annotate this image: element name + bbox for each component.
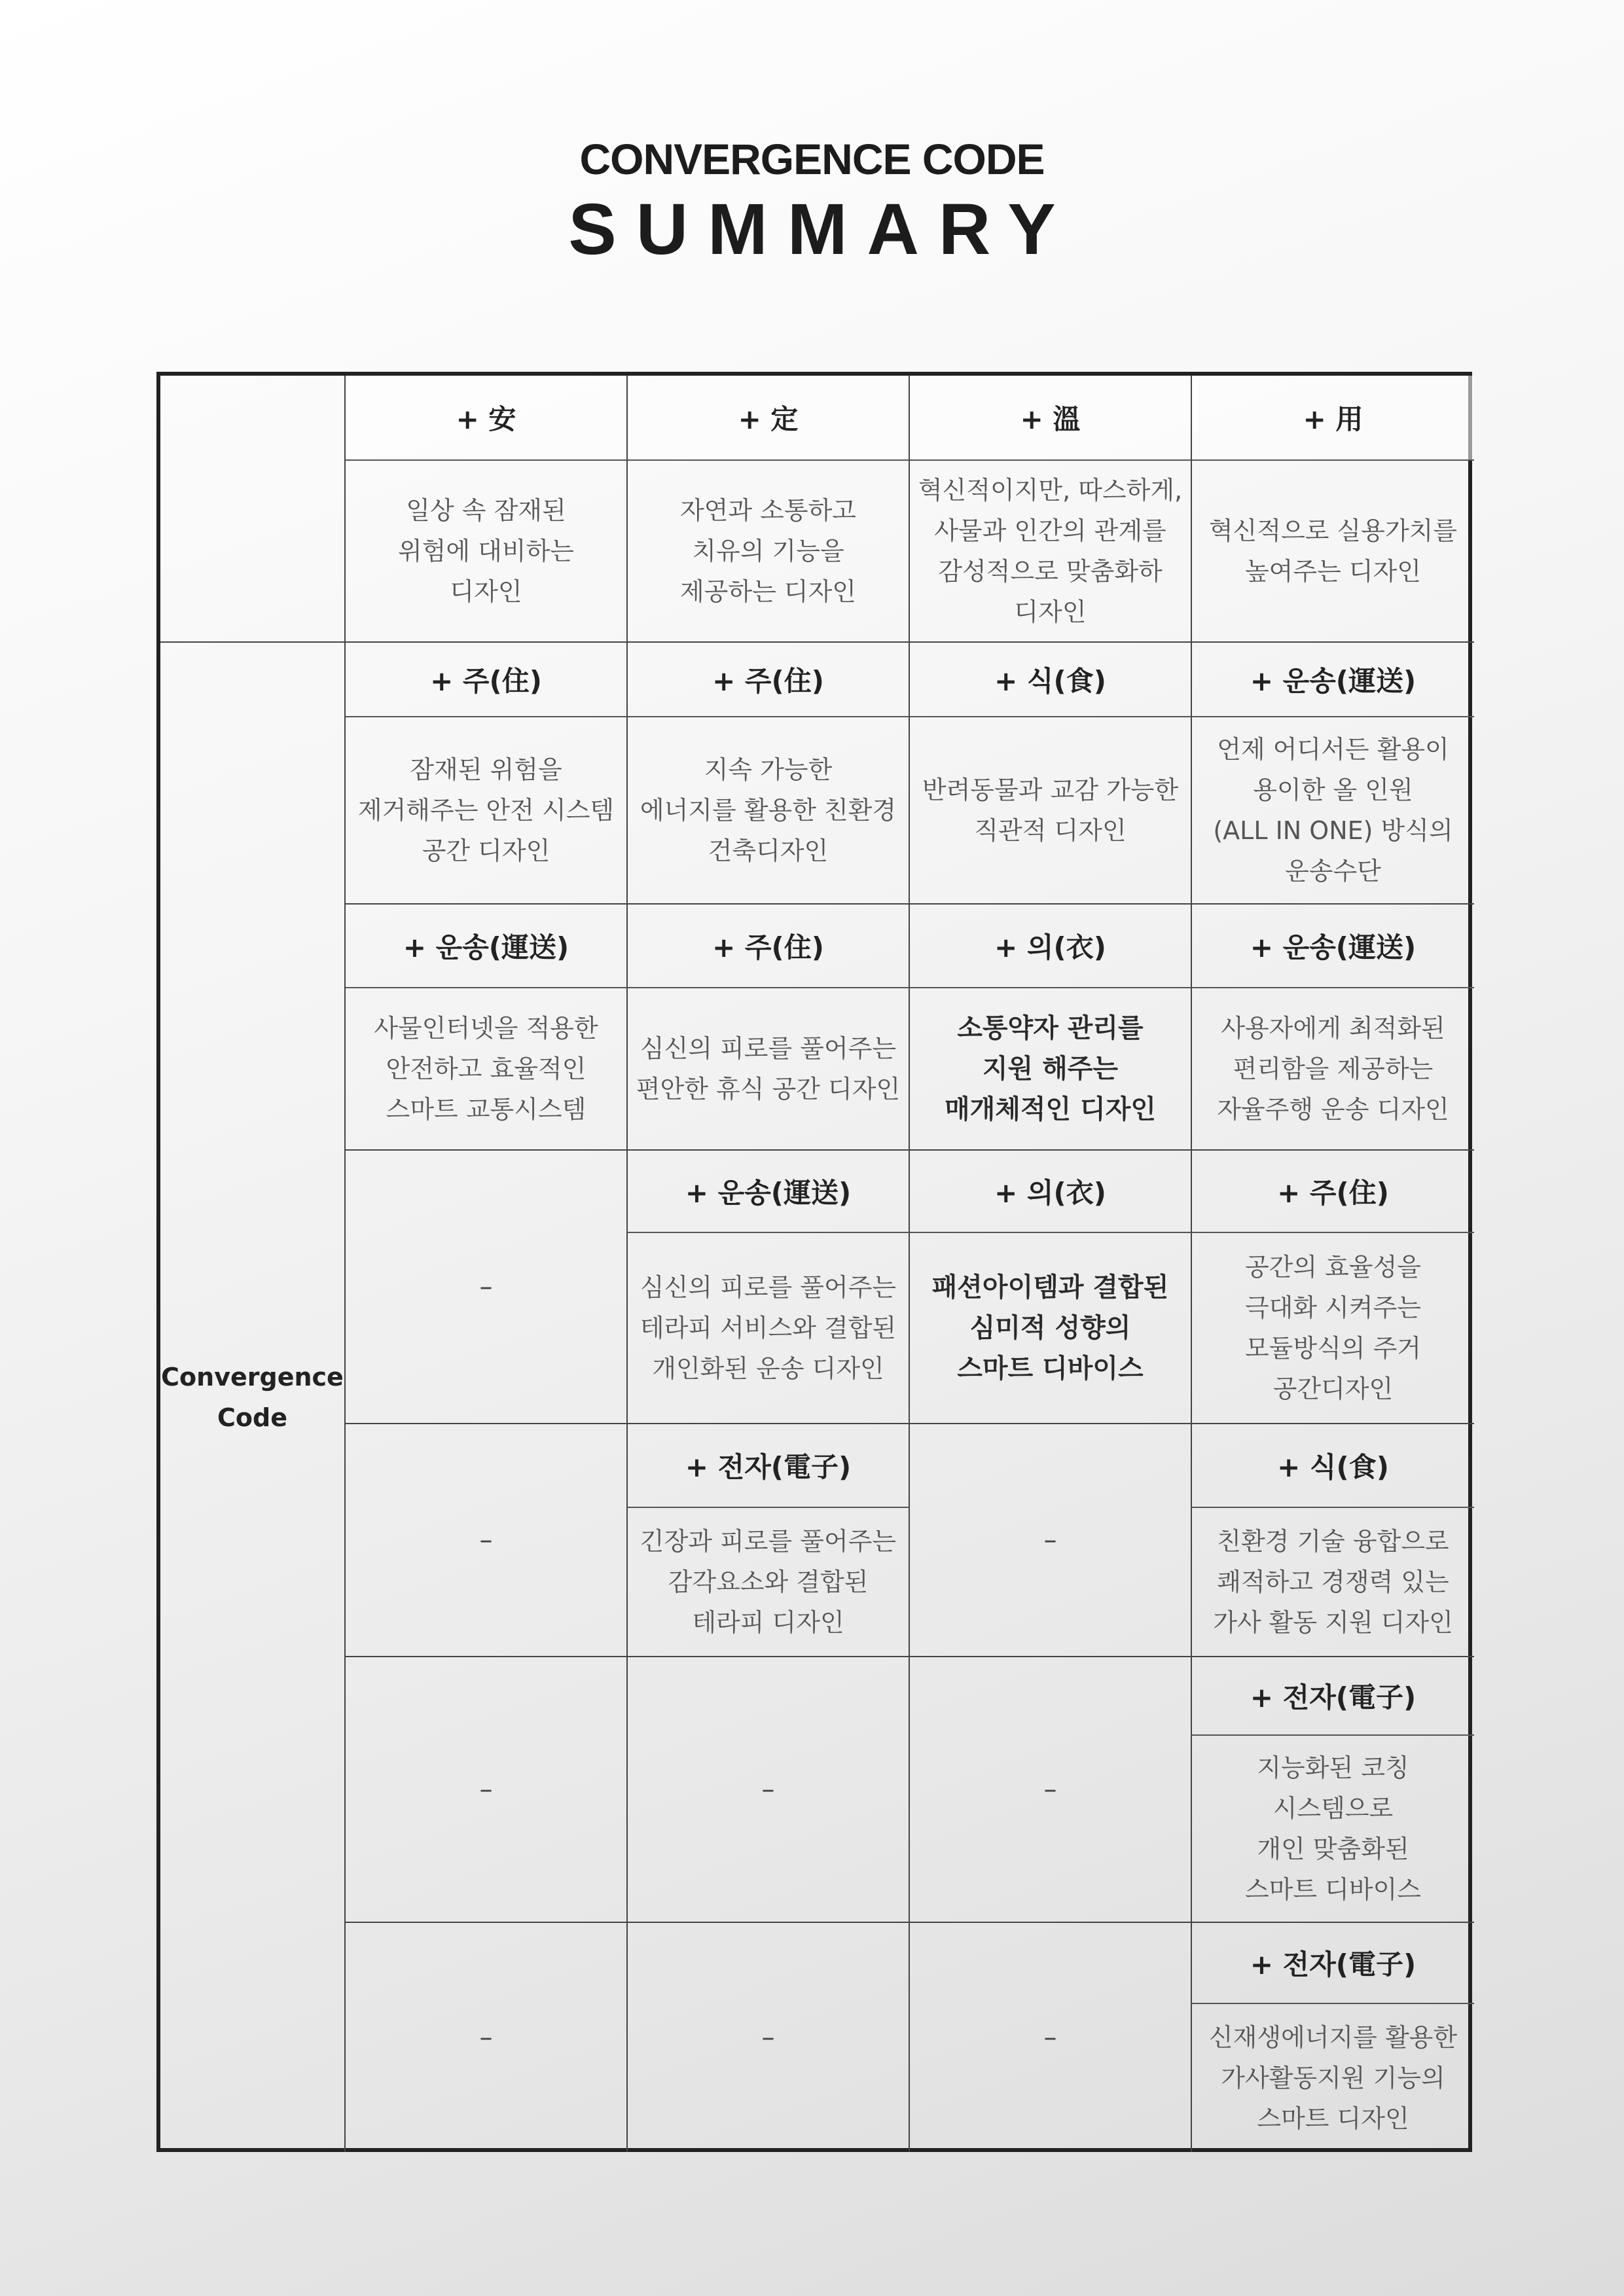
dash-r5-c1: – bbox=[346, 1657, 628, 1923]
desc-r4-c4: 친환경 기술 융합으로 쾌적하고 경쟁력 있는 가사 활동 지원 디자인 bbox=[1192, 1508, 1474, 1657]
dash-r3-c1: – bbox=[346, 1151, 628, 1424]
code-r6-c4: + 전자(電子) bbox=[1192, 1923, 1474, 2004]
desc-r3-c2: 심신의 피로를 풀어주는 테라피 서비스와 결합된 개인화된 운송 디자인 bbox=[628, 1233, 910, 1424]
desc-r2-c3: 소통약자 관리를 지원 해주는 매개체적인 디자인 bbox=[910, 988, 1192, 1151]
title-line-1: CONVERGENCE CODE bbox=[579, 135, 1045, 183]
code-r2-c4: + 운송(運送) bbox=[1192, 905, 1474, 988]
column-header-jeong: + 定 bbox=[628, 376, 910, 461]
desc-r2-c4: 사용자에게 최적화된 편리함을 제공하는 자율주행 운송 디자인 bbox=[1192, 988, 1474, 1151]
dash-r5-c3: – bbox=[910, 1657, 1192, 1923]
code-r2-c1: + 운송(運送) bbox=[346, 905, 628, 988]
desc-r4-c2: 긴장과 피로를 풀어주는 감각요소와 결합된 테라피 디자인 bbox=[628, 1508, 910, 1657]
code-r4-c4: + 식(食) bbox=[1192, 1424, 1474, 1508]
code-r3-c3: + 의(衣) bbox=[910, 1151, 1192, 1233]
code-r5-c4: + 전자(電子) bbox=[1192, 1657, 1474, 1736]
column-header-an: + 安 bbox=[346, 376, 628, 461]
desc-r2-c1: 사물인터넷을 적용한 안전하고 효율적인 스마트 교통시스템 bbox=[346, 988, 628, 1151]
desc-r1-c4: 언제 어디서든 활용이 용이한 올 인원 (ALL IN ONE) 방식의 운송수단 bbox=[1192, 717, 1474, 905]
column-header-yong: + 用 bbox=[1192, 376, 1474, 461]
desc-r5-c4: 지능화된 코칭 시스템으로 개인 맞춤화된 스마트 디바이스 bbox=[1192, 1736, 1474, 1923]
summary-table bbox=[156, 372, 1472, 2152]
page-title-block bbox=[0, 134, 1624, 271]
code-r1-c2: + 주(住) bbox=[628, 643, 910, 717]
code-r4-c2: + 전자(電子) bbox=[628, 1424, 910, 1508]
code-r2-c3: + 의(衣) bbox=[910, 905, 1192, 988]
corner-cell bbox=[160, 376, 346, 643]
dash-r6-c1: – bbox=[346, 1923, 628, 2152]
code-r1-c3: + 식(食) bbox=[910, 643, 1192, 717]
code-r3-c2: + 운송(運送) bbox=[628, 1151, 910, 1233]
desc-r6-c4: 신재생에너지를 활용한 가사활동지원 기능의 스마트 디자인 bbox=[1208, 2023, 1458, 2133]
desc-r1-c2: 지속 가능한 에너지를 활용한 친환경 건축디자인 bbox=[628, 717, 910, 905]
code-r1-c4: + 운송(運送) bbox=[1192, 643, 1474, 717]
desc-r1-c3: 반려동물과 교감 가능한 직관적 디자인 bbox=[910, 717, 1192, 905]
column-desc-an: 일상 속 잠재된 위험에 대비하는 디자인 bbox=[346, 461, 628, 643]
code-r2-c2: + 주(住) bbox=[628, 905, 910, 988]
dash-r6-c2: – bbox=[628, 1923, 910, 2152]
desc-r1-c1: 잠재된 위험을 제거해주는 안전 시스템 공간 디자인 bbox=[346, 717, 628, 905]
code-r3-c4: + 주(住) bbox=[1192, 1151, 1474, 1233]
column-desc-on: 혁신적이지만, 따스하게, 사물과 인간의 관계를 감성적으로 맞춤화하 디자인 bbox=[910, 461, 1192, 643]
title-line-2: SUMMARY bbox=[568, 189, 1075, 270]
dash-r4-c1: – bbox=[346, 1424, 628, 1657]
dash-r6-c3: – bbox=[910, 1923, 1192, 2152]
column-desc-yong: 혁신적으로 실용가치를 높여주는 디자인 bbox=[1192, 461, 1474, 643]
dash-r4-c3: – bbox=[910, 1424, 1192, 1657]
column-header-on: + 溫 bbox=[910, 376, 1192, 461]
desc-r2-c2: 심신의 피로를 풀어주는 편안한 휴식 공간 디자인 bbox=[628, 988, 910, 1151]
column-desc-jeong: 자연과 소통하고 치유의 기능을 제공하는 디자인 bbox=[628, 461, 910, 643]
code-r1-c1: + 주(住) bbox=[346, 643, 628, 717]
desc-r3-c3: 패션아이템과 결합된 심미적 성향의 스마트 디바이스 bbox=[910, 1233, 1192, 1424]
dash-r5-c2: – bbox=[628, 1657, 910, 1923]
side-label: Convergence Code bbox=[160, 643, 346, 2152]
desc-r3-c4: 공간의 효율성을 극대화 시켜주는 모듈방식의 주거 공간디자인 bbox=[1192, 1233, 1474, 1424]
